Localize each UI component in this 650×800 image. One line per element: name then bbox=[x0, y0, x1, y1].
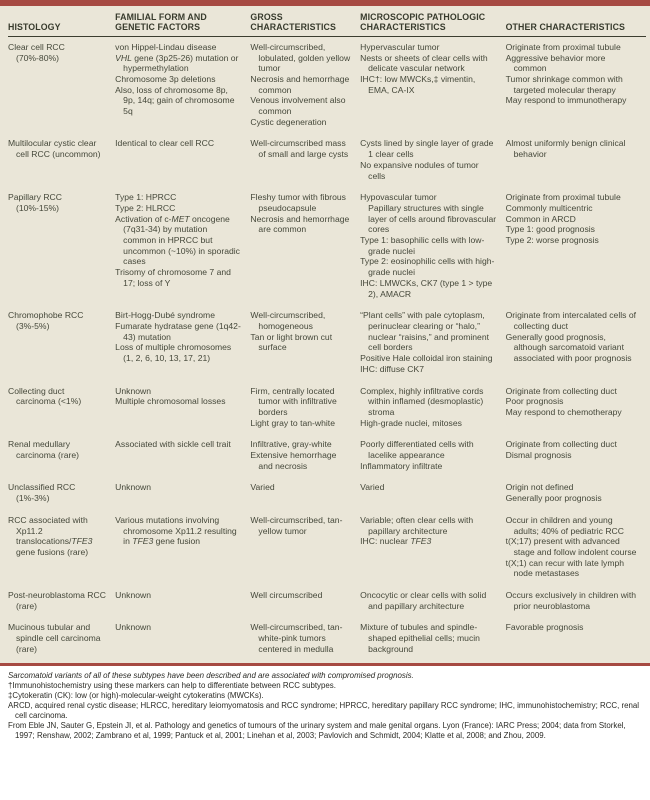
cell-item: Clear cell RCC (70%-80%) bbox=[8, 41, 65, 63]
cell-item: Papillary RCC (10%-15%) bbox=[8, 192, 62, 213]
column-header-4: MICROSCOPIC PATHOLOGIC CHARACTERISTICS bbox=[360, 12, 486, 33]
cell-microscopic bbox=[360, 305, 505, 380]
cell-item: Well-circumscribed, homogeneous bbox=[250, 310, 326, 331]
cell-gross bbox=[250, 510, 360, 585]
table-row bbox=[8, 36, 646, 133]
cell-item: May respond to chemotherapy bbox=[505, 406, 622, 417]
cell-genetics bbox=[115, 477, 250, 509]
cell-other bbox=[506, 585, 646, 617]
cell-item: Fumarate hydratase gene (1q42-43) mutation bbox=[115, 320, 241, 342]
header-row bbox=[8, 6, 646, 36]
cell-item: Also, loss of chromosome 8p, 9p, 14q; gain of chromosome 5q bbox=[115, 84, 235, 117]
cell-genetics bbox=[115, 617, 250, 660]
cell-other bbox=[506, 36, 646, 133]
cell-item: Almost uniformly benign clinical behavior bbox=[505, 138, 626, 160]
cell-item: IHC: LMWCKs, CK7 (type 1 > type 2), AMACR bbox=[360, 277, 493, 299]
cell-microscopic bbox=[360, 585, 505, 617]
cell-item: Type 2: worse prognosis bbox=[505, 235, 599, 246]
cell-item: Renal medullary carcinoma (rare) bbox=[8, 439, 80, 461]
cell-genetics bbox=[115, 381, 250, 435]
cell-item: Occur in children and young adults; 40% of pediatric RCC bbox=[505, 514, 624, 536]
footnote-line: ‡Cytokeratin (CK): low (or high)-molecular-weight cytokeratins (MWCKs). bbox=[8, 690, 264, 700]
cell-genetics bbox=[115, 187, 250, 305]
table-row bbox=[8, 434, 646, 477]
cell-gross bbox=[250, 133, 360, 187]
cell-item: Origin not defined bbox=[505, 482, 574, 493]
cell-microscopic bbox=[360, 381, 505, 435]
cell-item: Unknown bbox=[115, 482, 151, 493]
cell-gross bbox=[250, 305, 360, 380]
cell-item: Necrosis and hemorrhage common bbox=[250, 73, 350, 95]
cell-item: Complex, highly infiltrative cords within inflamed (desmoplastic) stroma bbox=[360, 385, 484, 417]
cell-item: Unclassified RCC (1%-3%) bbox=[8, 482, 76, 504]
cell-item: Type 1: basophilic cells with low-grade nuclei bbox=[360, 235, 485, 256]
cell-item: No expansive nodules of tumor cells bbox=[360, 159, 479, 181]
cell-item: Dismal prognosis bbox=[505, 450, 572, 461]
table-row bbox=[8, 477, 646, 509]
cell-item: IHC: nuclear TFE3 bbox=[360, 536, 432, 547]
cell-item: Tumor shrinkage common with targeted molecular therapy bbox=[505, 73, 623, 95]
cell-item: Originate from intercalated cells of collecting duct bbox=[505, 310, 637, 331]
cell-item: Favorable prognosis bbox=[505, 622, 584, 633]
cell-item: Light gray to tan-white bbox=[250, 417, 335, 428]
cell-histology bbox=[8, 133, 115, 187]
column-header-2: FAMILIAL FORM AND GENETIC FACTORS bbox=[115, 12, 207, 33]
cell-item: Variable; often clear cells with papillary architecture bbox=[360, 514, 474, 536]
cell-item: Originate from proximal tubule bbox=[505, 192, 621, 203]
table-row bbox=[8, 617, 646, 660]
cell-item: Hypervascular tumor bbox=[360, 41, 440, 52]
cell-item: Originate from collecting duct bbox=[505, 385, 617, 396]
cell-item: Necrosis and hemorrhage are common bbox=[250, 213, 350, 235]
cell-item: Type 2: HLRCC bbox=[115, 202, 176, 213]
cell-histology bbox=[8, 585, 115, 617]
cell-item: Tan or light brown cut surface bbox=[250, 331, 333, 353]
cell-item: t(X;17) present with advanced stage and follow indolent course bbox=[505, 536, 637, 557]
cell-item: Venous involvement also common bbox=[250, 95, 346, 117]
cell-item: Cysts lined by single layer of grade 1 clear cells bbox=[360, 138, 494, 160]
cell-genetics bbox=[115, 305, 250, 380]
cell-item: Unknown bbox=[115, 622, 151, 633]
cell-item: Inflammatory infiltrate bbox=[360, 460, 443, 471]
cell-item: Poor prognosis bbox=[505, 396, 564, 407]
cell-item: Mucinous tubular and spindle cell carcinoma (rare) bbox=[8, 622, 101, 654]
column-header-3: GROSS CHARACTERISTICS bbox=[250, 12, 336, 33]
cell-item: Collecting duct carcinoma (<1%) bbox=[8, 385, 82, 407]
cell-item: Originate from proximal tubule bbox=[505, 41, 621, 52]
cell-genetics bbox=[115, 36, 250, 133]
table-wrapper bbox=[0, 6, 650, 663]
cell-item: von Hippel-Lindau disease bbox=[115, 41, 217, 52]
cell-item: Nests or sheets of clear cells with delicate vascular network bbox=[360, 52, 488, 74]
cell-item: Chromosome 3p deletions bbox=[115, 73, 216, 84]
cell-item: Generally good prognosis, although sarcomatoid variant associated with poor prognosis bbox=[505, 331, 632, 364]
cell-item: Activation of c-MET oncogene (7q31-34) by mutation common in HPRCC but uncommon (~10%) in sporadic cases bbox=[115, 213, 240, 267]
cell-item: Common in ARCD bbox=[505, 213, 576, 224]
cell-item: Trisomy of chromosome 7 and 17; loss of Y bbox=[115, 267, 231, 288]
cell-other bbox=[506, 133, 646, 187]
cell-genetics bbox=[115, 510, 250, 585]
footnote-line: Sarcomatoid variants of all of these subtypes have been described and are associated with compromised prognosis. bbox=[8, 670, 414, 680]
cell-item: Associated with sickle cell trait bbox=[115, 439, 231, 450]
cell-item: Various mutations involving chromosome Xp11.2 resulting in TFE3 gene fusion bbox=[115, 514, 237, 547]
cell-microscopic bbox=[360, 477, 505, 509]
cell-item: IHC: diffuse CK7 bbox=[360, 363, 425, 374]
cell-item: RCC associated with Xp11.2 translocations/TFE3 gene fusions (rare) bbox=[8, 514, 93, 557]
cell-item: Type 1: HPRCC bbox=[115, 192, 177, 203]
cell-histology bbox=[8, 187, 115, 305]
cell-gross bbox=[250, 477, 360, 509]
rcc-subtypes-table bbox=[8, 6, 646, 661]
cell-microscopic bbox=[360, 133, 505, 187]
cell-microscopic bbox=[360, 617, 505, 660]
cell-item: Well circumscribed bbox=[250, 590, 323, 601]
cell-genetics bbox=[115, 434, 250, 477]
cell-microscopic bbox=[360, 510, 505, 585]
cell-item: Mixture of tubules and spindle-shaped epithelial cells; mucin background bbox=[360, 622, 480, 654]
cell-item: “Plant cells” with pale cytoplasm, perinuclear clearing or “halo,” nuclear “raisins,” and prominent cell borders bbox=[360, 310, 490, 353]
cell-item: Poorly differentiated cells with lacelike appearance bbox=[360, 439, 474, 461]
cell-item: Varied bbox=[250, 482, 275, 493]
cell-item: Fleshy tumor with fibrous pseudocapsule bbox=[250, 192, 346, 213]
cell-genetics bbox=[115, 585, 250, 617]
table-row bbox=[8, 133, 646, 187]
cell-item: Oncocytic or clear cells with solid and papillary architecture bbox=[360, 590, 487, 611]
table-body bbox=[8, 36, 646, 660]
cell-other bbox=[506, 477, 646, 509]
cell-item: Generally poor prognosis bbox=[505, 493, 602, 504]
cell-item: Positive Hale colloidal iron staining bbox=[360, 353, 493, 364]
table-row bbox=[8, 305, 646, 380]
column-header-5: OTHER CHARACTERISTICS bbox=[505, 22, 626, 33]
cell-item: Originate from collecting duct bbox=[505, 439, 617, 450]
cell-item: Hypovascular tumor bbox=[360, 192, 437, 203]
cell-item: Well-circumscribed, tan-white-pink tumors centered in medulla bbox=[250, 622, 343, 654]
footnotes bbox=[0, 666, 650, 742]
cell-microscopic bbox=[360, 187, 505, 305]
cell-microscopic bbox=[360, 36, 505, 133]
cell-histology bbox=[8, 36, 115, 133]
cell-gross bbox=[250, 617, 360, 660]
cell-other bbox=[506, 381, 646, 435]
cell-item: Infiltrative, gray-white bbox=[250, 439, 332, 450]
footnote-line: ARCD, acquired renal cystic disease; HLRCC, hereditary leiomyomatosis and RCC syndrome; HPRCC, hereditary papillary RCC syndrome; IHC, immunohistochemistry; RCC, renal cell carcinoma. bbox=[8, 700, 640, 720]
cell-item: Unknown bbox=[115, 385, 151, 396]
cell-gross bbox=[250, 187, 360, 305]
cell-other bbox=[506, 510, 646, 585]
cell-item: Firm, centrally located tumor with infiltrative borders bbox=[250, 385, 337, 417]
cell-histology bbox=[8, 305, 115, 380]
cell-histology bbox=[8, 617, 115, 660]
cell-item: May respond to immunotherapy bbox=[505, 95, 627, 106]
cell-item: Well-circumscribed, tan-yellow tumor bbox=[250, 514, 343, 536]
cell-item: Type 2: eosinophilic cells with high-grade nuclei bbox=[360, 256, 495, 278]
cell-microscopic bbox=[360, 434, 505, 477]
cell-other bbox=[506, 617, 646, 660]
cell-item: Cystic degeneration bbox=[250, 116, 327, 127]
cell-item: Multiple chromosomal losses bbox=[115, 396, 226, 407]
cell-item: Commonly multicentric bbox=[505, 202, 593, 213]
cell-item: Well-circumscribed mass of small and large cysts bbox=[250, 138, 349, 160]
cell-item: Extensive hemorrhage and necrosis bbox=[250, 450, 337, 471]
cell-histology bbox=[8, 477, 115, 509]
table-row bbox=[8, 187, 646, 305]
cell-item: Varied bbox=[360, 482, 385, 493]
cell-item: Type 1: good prognosis bbox=[505, 224, 595, 235]
cell-item: Aggressive behavior more common bbox=[505, 52, 606, 74]
footnote-line: From Eble JN, Sauter G, Epstein JI, et al. Pathology and genetics of tumours of the urinary system and male genital organs. Lyon (France): IARC Press; 2004; data from Storkel, 1997; Renshaw, 2002; Zambrano et al, 1999; Pantuck et al, 2001; Linehan et al, 2003; Pavlovich and Schmidt, 2004; Klatte et al, 2008; and Zhou, 2009. bbox=[8, 721, 626, 741]
cell-item: Identical to clear cell RCC bbox=[115, 138, 215, 149]
cell-item: Papillary structures with single layer of cells around fibrovascular cores bbox=[368, 202, 497, 235]
cell-item: Chromophobe RCC (3%-5%) bbox=[8, 310, 84, 331]
table-row bbox=[8, 510, 646, 585]
cell-item: Birt-Hogg-Dubé syndrome bbox=[115, 310, 215, 321]
cell-histology bbox=[8, 510, 115, 585]
cell-other bbox=[506, 187, 646, 305]
cell-gross bbox=[250, 434, 360, 477]
cell-item: Occurs exclusively in children with prior neuroblastoma bbox=[505, 590, 636, 611]
cell-item: Unknown bbox=[115, 590, 151, 601]
cell-item: VHL gene (3p25-26) mutation or hypermethylation bbox=[115, 52, 239, 74]
cell-item: Post-neuroblastoma RCC (rare) bbox=[8, 590, 106, 611]
cell-histology bbox=[8, 381, 115, 435]
cell-item: Well-circumscribed, lobulated, golden yellow tumor bbox=[250, 41, 351, 74]
cell-other bbox=[506, 305, 646, 380]
cell-gross bbox=[250, 381, 360, 435]
cell-gross bbox=[250, 36, 360, 133]
cell-gross bbox=[250, 585, 360, 617]
cell-item: Multilocular cystic clear cell RCC (uncommon) bbox=[8, 138, 101, 160]
cell-item: Loss of multiple chromosomes (1, 2, 6, 10, 13, 17, 21) bbox=[115, 342, 232, 364]
column-header-1: HISTOLOGY bbox=[8, 22, 61, 33]
cell-item: High-grade nuclei, mitoses bbox=[360, 417, 462, 428]
table-row bbox=[8, 585, 646, 617]
footnote-line: †Immunohistochemistry using these markers can help to differentiate between RCC subtypes. bbox=[8, 680, 336, 690]
cell-item: IHC†: low MWCKs,‡ vimentin, EMA, CA-IX bbox=[360, 73, 476, 95]
cell-genetics bbox=[115, 133, 250, 187]
cell-histology bbox=[8, 434, 115, 477]
table-row bbox=[8, 381, 646, 435]
cell-item: t(X;1) can recur with late lymph node metastases bbox=[505, 557, 625, 579]
cell-other bbox=[506, 434, 646, 477]
